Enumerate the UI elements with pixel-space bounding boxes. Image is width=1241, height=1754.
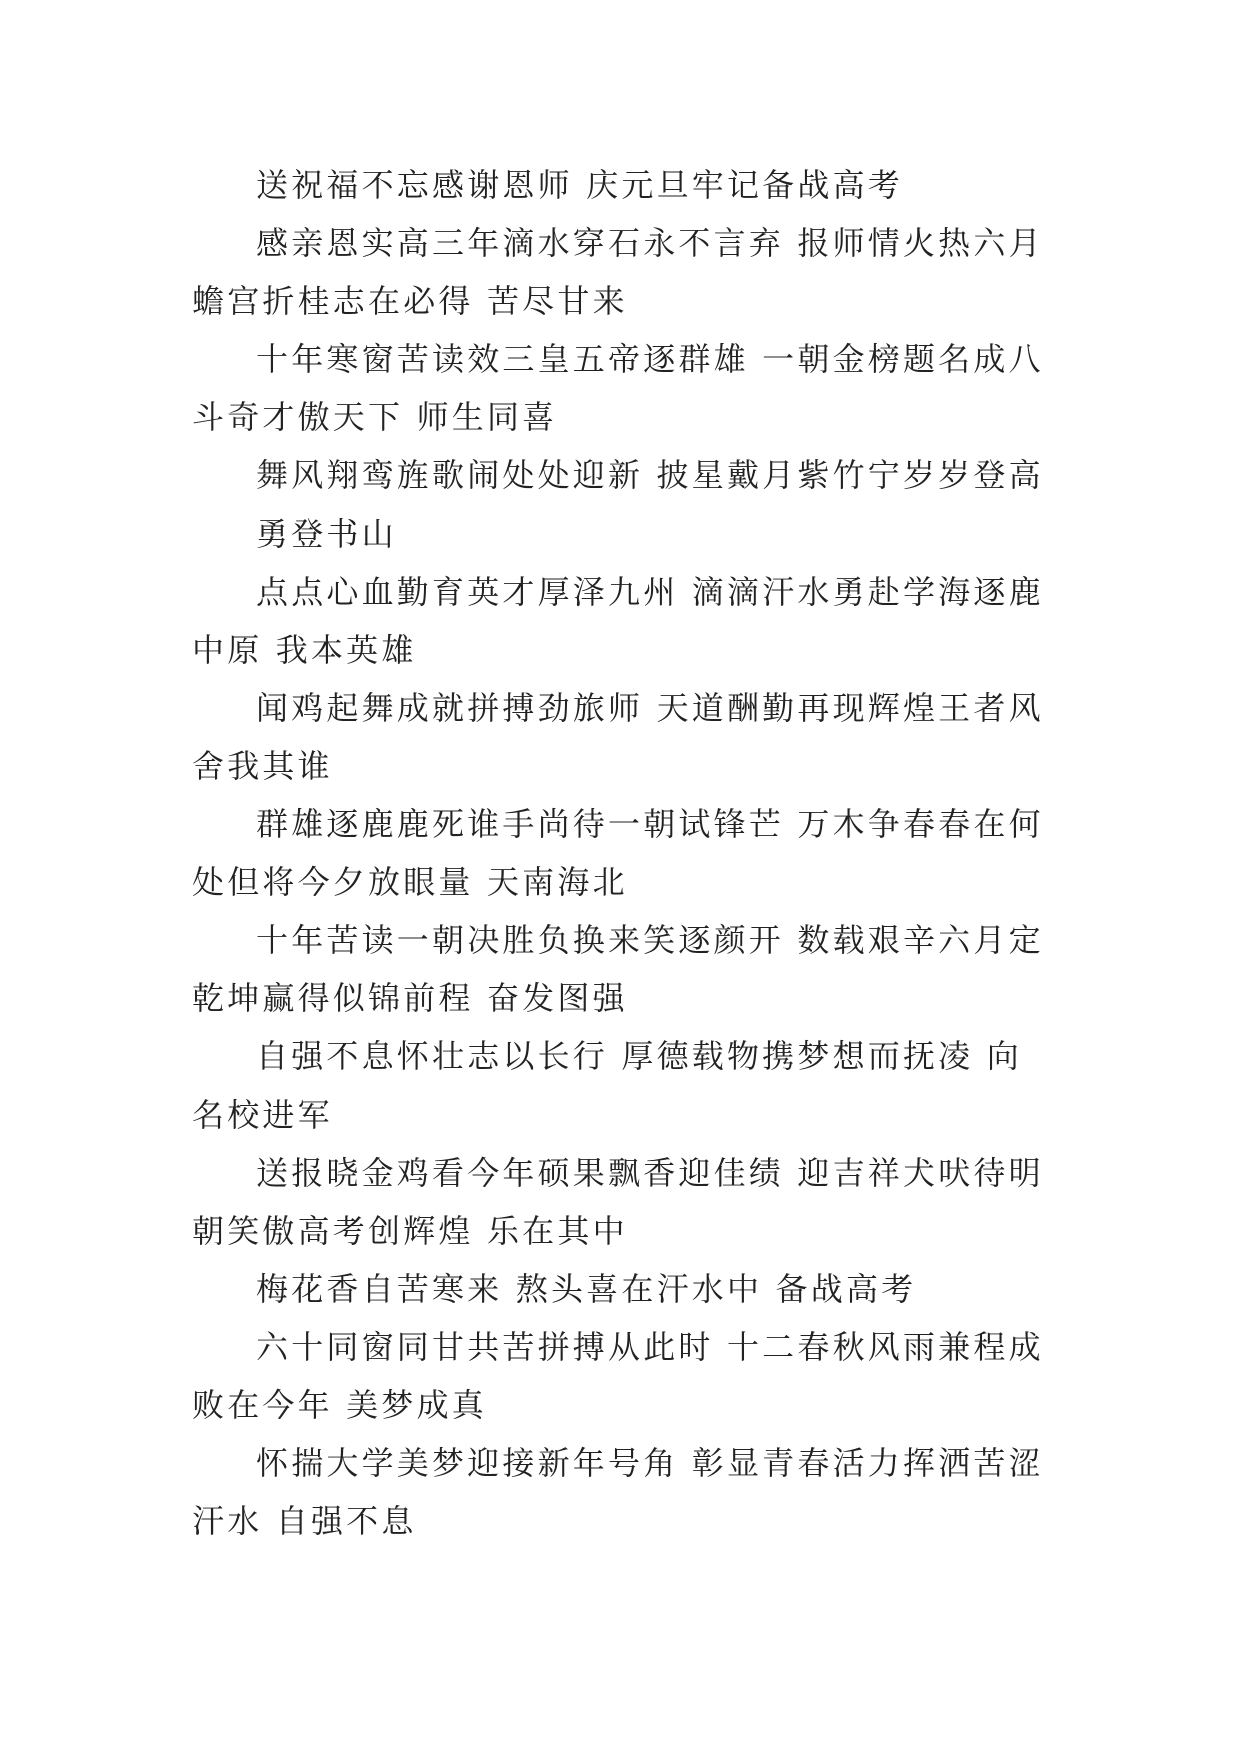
paragraph: 梅花香自苦寒来 熬头喜在汗水中 备战高考 [256, 1269, 917, 1308]
paragraph: 送报晓金鸡看今年硕果飘香迎佳绩 迎吉祥犬吠待明朝笑傲高考创辉煌 乐在其中 [192, 1153, 1044, 1250]
paragraph: 十年寒窗苦读效三皇五帝逐群雄 一朝金榜题名成八斗奇才傲天下 师生同喜 [192, 340, 1044, 437]
paragraph: 舞风翔鸾旌歌闹处处迎新 披星戴月紫竹宁岁岁登高 [256, 456, 1044, 495]
paragraph: 群雄逐鹿鹿死谁手尚待一朝试锋芒 万木争春春在何处但将今夕放眼量 天南海北 [192, 805, 1044, 902]
paragraph: 感亲恩实高三年滴水穿石永不言弃 报师情火热六月蟾宫折桂志在必得 苦尽甘来 [192, 224, 1044, 321]
paragraph: 十年苦读一朝决胜负换来笑逐颜开 数载艰辛六月定乾坤赢得似锦前程 奋发图强 [192, 921, 1044, 1018]
paragraph: 自强不息怀壮志以长行 厚德载物携梦想而抚凌 向名校进军 [192, 1037, 1022, 1134]
paragraph: 六十同窗同甘共苦拼搏从此时 十二春秋风雨兼程成败在今年 美梦成真 [192, 1327, 1044, 1424]
paragraph: 勇登书山 [256, 514, 397, 553]
document-body [192, 156, 1052, 1550]
paragraph: 送祝福不忘感谢恩师 庆元旦牢记备战高考 [256, 166, 903, 204]
paragraph: 怀揣大学美梦迎接新年号角 彰显青春活力挥洒苦涩汗水 自强不息 [192, 1444, 1044, 1541]
paragraph: 点点心血勤育英才厚泽九州 滴滴汗水勇赴学海逐鹿中原 我本英雄 [192, 572, 1044, 669]
paragraph: 闻鸡起舞成就拼搏劲旅师 天道酬勤再现辉煌王者风舍我其谁 [192, 688, 1044, 785]
